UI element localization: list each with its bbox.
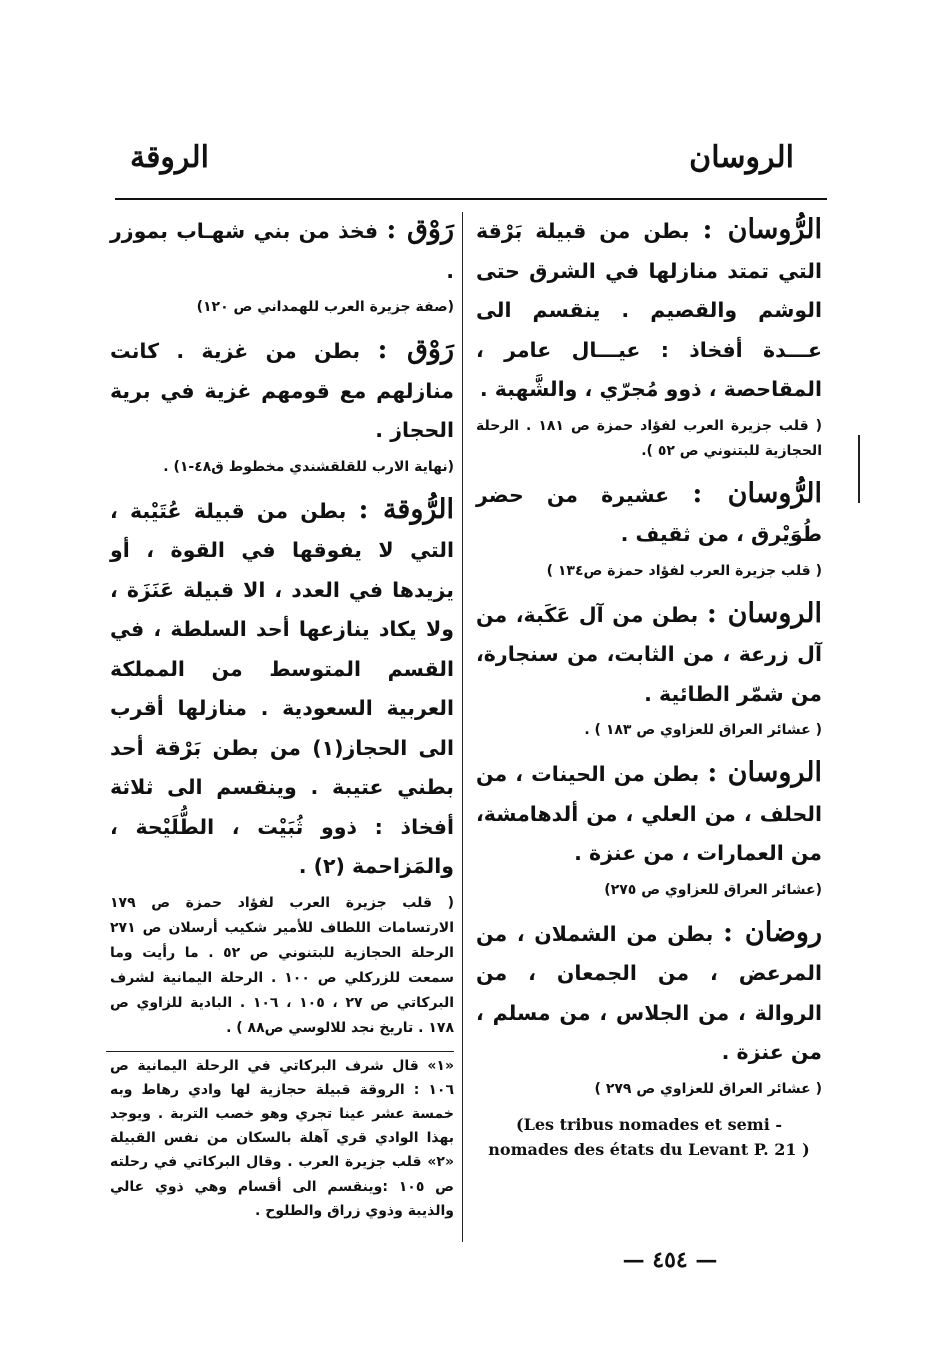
entry-source: ( قلب جزيرة العرب لفؤاد حمزة ص ١٨١ . الرحلة الحجازية للبتنوني ص ٥٢ ). bbox=[476, 417, 822, 459]
entry-text: بطن من قبيلة بَرْقة التي تمتد منازلها في الشرق حتى الوشم والقصيم . ينقسم الى عـــدة أفخاذ : عيـــال عامر ، المقاحصة ، ذوو مُجرّي ، والشَّهبة . bbox=[476, 219, 822, 401]
entry-head: الرُّوسان : bbox=[702, 214, 822, 245]
entry-alrusan-2 bbox=[476, 474, 822, 555]
entry-source: (نهاية الارب للقلقشندي مخطوط ق٤٨-١) . bbox=[163, 458, 454, 475]
running-header-right: الروسان bbox=[689, 140, 794, 175]
entry-text: بطن من الحينات ، من الحلف ، من العلي ، من ألدهامشة، من العمارات ، من عنزة . bbox=[476, 762, 822, 865]
entry-head: الروسان : bbox=[707, 757, 823, 788]
entry-alrusan-4 bbox=[476, 753, 822, 874]
entry-source: ( عشائر العراق للعزاوي ص ٢٧٩ ) bbox=[594, 1080, 822, 1097]
french-reference: (Les tribus nomades et semi - nomades des états du Levant P. 21 ) bbox=[488, 1114, 810, 1159]
entry-text: فخذ من بني شهـاب بموزر . bbox=[110, 219, 454, 283]
entry-text: بطن من غزية . كانت منازلهم مع قومهم غزية في برية الحجاز . bbox=[110, 339, 454, 442]
entry-text: عشيرة من حضر طُوَيْرق ، من ثقيف . bbox=[476, 482, 822, 546]
header-rule bbox=[115, 198, 827, 200]
footnote: «١» قال شرف البركاتي في الرحلة اليمانية ص ١٠٦ : الروقة قبيلة حجازية لها وادي رهاط وبه خمسة عشر عينا تجري وهو خصب التربة . ويوجد بهذا الوادي قري آهلة بالسكان من نفس القبيلة «٢» قلب جزيرة العرب . وقال البركاتي في رحلته ص ١٠٥ :وينقسم الى أقسام وهي ذوي عالي والذيبة وذوي زراق والطلوح . bbox=[110, 1057, 454, 1219]
left-column bbox=[110, 210, 454, 1223]
entry-head: الروسان : bbox=[706, 597, 822, 629]
entry-head: رَوْق : bbox=[386, 214, 454, 245]
entry-source: ( قلب جزيرة العرب لفؤاد حمزة ص١٣٤ ) bbox=[546, 562, 822, 579]
entry-source: (صفة جزيرة العرب للهمداني ص ١٢٠) bbox=[196, 299, 454, 315]
column-divider bbox=[462, 212, 463, 1242]
entry-head: رَوْق : bbox=[377, 334, 454, 365]
margin-mark bbox=[858, 435, 860, 503]
running-header-left: الروقة bbox=[130, 140, 209, 175]
entry-head: الرُّوقة : bbox=[358, 493, 455, 525]
entry-source: ( قلب جزيرة العرب لفؤاد حمزة ص ١٧٩ الارتسامات اللطاف للأمير شكيب أرسلان ص ٢٧١ الرحلة الحجازية للبتنوني ص ٥٢ . ما رأيت وما سمعت للزركلي ص ١٠٠ . الرحلة اليمانية لشرف البركاتي ص ٢٧ ، ١٠٥ ، ١٠٦ . البادية للزاوي ص ١٧٨ . تاريخ نجد للالوسي ص٨٨ ) . bbox=[110, 894, 455, 1036]
entry-alrusan-1 bbox=[476, 210, 822, 410]
entry-head: روضان : bbox=[723, 916, 822, 948]
page-number: — ٤٥٤ — bbox=[622, 1247, 718, 1273]
entry-rawdan bbox=[476, 913, 822, 1073]
entry-text: بطن من قبيلة عُتَيْبة ، التي لا يفوقها في القوة ، أو يزيدها في العدد ، الا قبيلة عَنَزَة ، ولا يكاد ينازعها أحد السلطة ، في القسم المتوسط من المملكة العربية السعودية . منازلها أقرب الى الحجاز(١) من بطن بَرْقة أحد بطني عتيبة . وينقسم الى ثلاثة أفخاذ : ذوو ثُبَيْت ، الطُّلَيْحة ، والمَزاحمة (٢) . bbox=[110, 498, 454, 878]
entry-rawq-2 bbox=[110, 330, 454, 451]
entry-head: الرُّوسان : bbox=[692, 477, 822, 509]
entry-alrusan-3 bbox=[476, 594, 822, 715]
entry-source: (عشائر العراق للعزاوي ص ٢٧٥) bbox=[604, 881, 822, 898]
entry-source: ( عشائر العراق للعزاوي ص ١٨٣ ) . bbox=[584, 722, 822, 738]
footnote-rule bbox=[106, 1051, 454, 1052]
entry-text: بطن من آل عَكَبة، من آل زرعة ، من الثابت، من سنجارة، من شمّر الطائية . bbox=[476, 602, 822, 706]
entry-rawq-1 bbox=[110, 210, 454, 291]
entry-text: بطن من الشملان ، من المرعض ، من الجمعان ، من الروالة ، من الجلاس ، من مسلم ، من عنزة . bbox=[476, 921, 822, 1064]
right-column bbox=[476, 210, 822, 1162]
entry-alruqa bbox=[110, 490, 454, 887]
